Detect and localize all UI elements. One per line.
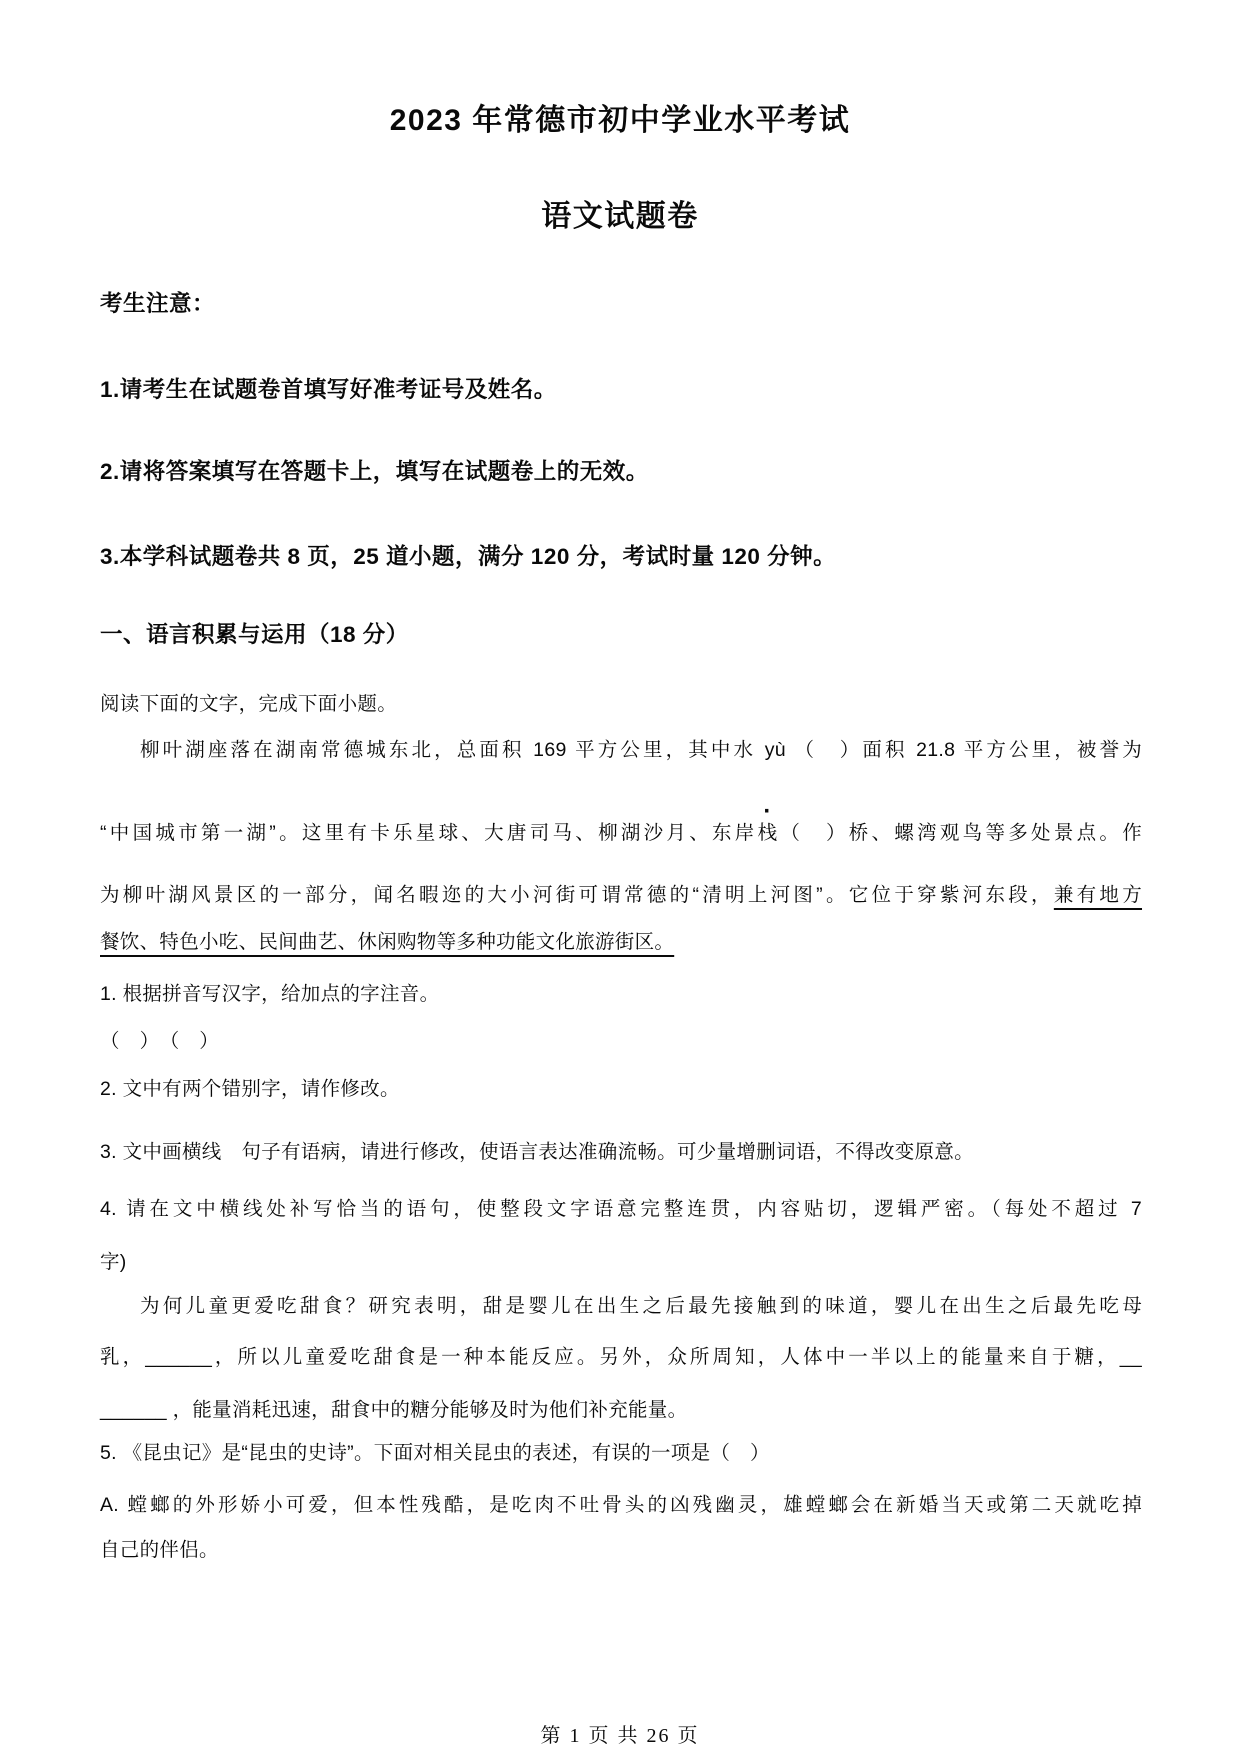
passage-line-3-underlined: 兼有地方: [1053, 884, 1143, 906]
question-4-line-2: 字): [100, 1251, 127, 1273]
question-5-option-a-line-1: A. 螳螂的外形娇小可爱，但本性残酷，是吃肉不吐骨头的凶残幽灵，雄螳螂会在新婚当天或第二天就吃掉: [100, 1494, 1142, 1516]
question-5: 5. 《昆虫记》是“昆虫的史诗”。下面对相关昆虫的表述，有误的一项是（ ）: [100, 1442, 770, 1464]
question-4-passage-line-2: 乳，______，所以儿童爱吃甜食是一种本能反应。另外，众所周知，人体中一半以上的能量来自于糖，__: [100, 1346, 1142, 1368]
passage-line-1: 柳叶湖座落在湖南常德城东北，总面积 169 平方公里，其中水 yù （ ）面积 21.8 平方公里，被誉为: [140, 739, 1142, 761]
notice-heading: 考生注意：: [100, 291, 216, 316]
notice-item-1: 1.请考生在试题卷首填写好准考证号及姓名。: [100, 377, 557, 402]
passage-line-3: [100, 880, 1142, 910]
question-3: 3. 文中画横线 句子有语病，请进行修改，使语言表达准确流畅。可少量增删词语，不得改变原意。: [100, 1141, 974, 1163]
notice-item-3: 3.本学科试题卷共 8 页，25 道小题，满分 120 分，考试时量 120 分钟。: [100, 544, 837, 569]
notice-item-2: 2.请将答案填写在答题卡上，填写在试题卷上的无效。: [100, 459, 649, 484]
passage-line-4-underlined: 餐饮、特色小吃、民间曲艺、休闲购物等多种功能文化旅游街区。: [100, 931, 675, 953]
passage-line-3-pre: 为柳叶湖风景区的一部分，闻名暇迩的大小河街可谓常德的“清明上河图”。它位于穿紫河东段，: [100, 884, 1054, 906]
passage-line-2-post: （ ）桥、螺湾观鸟等多处景点。作: [777, 822, 1142, 844]
dotted-char: 栈: [757, 822, 778, 844]
question-2: 2. 文中有两个错别字，请作修改。: [100, 1078, 400, 1100]
section-1-heading: 一、语言积累与运用（18 分）: [100, 622, 409, 647]
question-1: 1. 根据拼音写汉字，给加点的字注音。: [100, 983, 440, 1005]
question-5-option-a-line-2: 自己的伴侣。: [100, 1539, 219, 1561]
reading-intro: 阅读下面的文字，完成下面小题。: [100, 693, 398, 715]
question-4-passage-line-1: 为何儿童更爱吃甜食？研究表明，甜是婴儿在出生之后最先接触到的味道，婴儿在出生之后最先吃母: [140, 1295, 1142, 1317]
page-number-footer: 第 1 页 共 26 页: [540, 1725, 700, 1747]
passage-line-4: [100, 927, 1142, 957]
dotted-char-wrap: [757, 798, 778, 848]
passage-line-2: [100, 798, 1142, 848]
emphasis-dot: ·: [763, 798, 772, 825]
passage-line-2-pre: “中国城市第一湖”。这里有卡乐星球、大唐司马、柳湖沙月、东岸: [100, 822, 758, 844]
question-4-line-1: 4. 请在文中横线处补写恰当的语句，使整段文字语意完整连贯，内容贴切，逻辑严密。（每处不超过 7: [100, 1198, 1142, 1220]
question-1-answer-blanks: （ ） （ ）: [100, 1030, 220, 1052]
page-title: 2023 年常德市初中学业水平考试: [389, 104, 851, 137]
question-4-passage-line-3: ______ ，能量消耗迅速，甜食中的糖分能够及时为他们补充能量。: [100, 1399, 688, 1421]
page-subtitle: 语文试题卷: [541, 200, 699, 233]
